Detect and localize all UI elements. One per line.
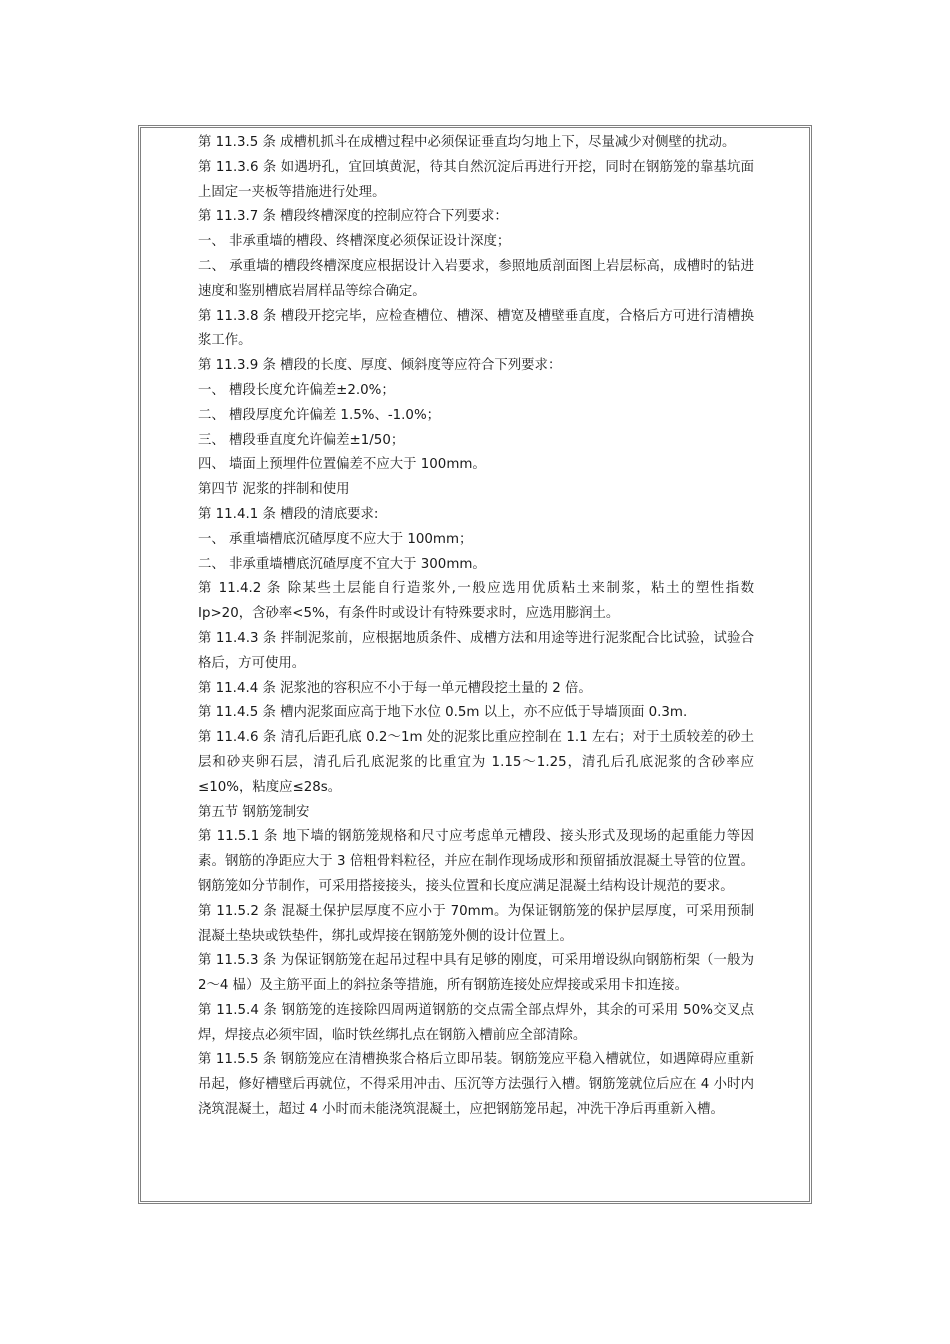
clause-11-3-9: 第 11.3.9 条 槽段的长度、厚度、倾斜度等应符合下列要求：	[198, 358, 562, 374]
clause-11-3-7: 第 11.3.7 条 槽段终槽深度的控制应符合下列要求：	[198, 209, 508, 225]
list-item: 一、 槽段长度允许偏差±2.0%；	[198, 382, 395, 398]
list-item: 二、 非承重墙槽底沉碴厚度不宜大于 300mm。	[198, 556, 486, 572]
clause-11-4-1: 第 11.4.1 条 槽段的清底要求:	[198, 506, 379, 522]
section-heading-5: 第五节 钢筋笼制安	[198, 804, 310, 820]
clause-11-5-4: 第 11.5.4 条 钢筋笼的连接除四周两道钢筋的交点需全部点焊外，其余的可采用 50%交叉点焊，焊接点必须牢固，临时铁丝绑扎点在钢筋入槽前应全部清除。	[198, 1002, 754, 1043]
list-item: 二、 槽段厚度允许偏差 1.5%、-1.0%；	[198, 407, 441, 423]
clause-11-5-2: 第 11.5.2 条 混凝土保护层厚度不应小于 70mm。为保证钢筋笼的保护层厚度，可采用预制混凝土垫块或铁垫件，绑扎或焊接在钢筋笼外侧的设计位置上。	[198, 903, 754, 944]
clause-11-4-6: 第 11.4.6 条 清孔后距孔底 0.2～1m 处的泥浆比重应控制在 1.1 左右；对于土质较差的砂土层和砂夹卵石层，清孔后孔底泥浆的比重宜为 1.15～1.25，清孔后孔底泥浆的含砂率应≤10%，粘度应≤28s。	[198, 730, 754, 795]
list-item: 一、 承重墙槽底沉碴厚度不应大于 100mm；	[198, 531, 473, 547]
clause-11-4-4: 第 11.4.4 条 泥浆池的容积应不小于每一单元槽段挖土量的 2 倍。	[198, 680, 592, 696]
clause-11-5-5: 第 11.5.5 条 钢筋笼应在清槽换浆合格后立即吊装。钢筋笼应平稳入槽就位，如遇障碍应重新吊起，修好槽壁后再就位，不得采用冲击、压沉等方法强行入槽。钢筋笼就位后应在 4 小时内浇筑混凝土，超过 4 小时而未能浇筑混凝土，应把钢筋笼吊起，冲洗干净后再重新入槽。	[198, 1052, 754, 1118]
clause-11-4-5: 第 11.4.5 条 槽内泥浆面应高于地下水位 0.5m 以上，亦不应低于导墙顶面 0.3m.	[198, 705, 688, 721]
clause-11-4-2: 第 11.4.2 条 除某些土层能自行造浆外,一般应选用优质粘土来制浆，粘土的塑性指数 Ip>20，含砂率<5%，有条件时或设计有特殊要求时，应选用膨润土。	[198, 581, 754, 622]
document-body	[198, 131, 754, 1123]
section-heading-4: 第四节 泥浆的拌制和使用	[198, 482, 350, 498]
clause-11-5-1: 第 11.5.1 条 地下墙的钢筋笼规格和尺寸应考虑单元槽段、接头形式及现场的起重能力等因素。钢筋的净距应大于 3 倍粗骨料粒径，并应在制作现场成形和预留插放混凝土导管的位置。钢筋笼如分节制作，可采用搭接接头，接头位置和长度应满足混凝土结构设计规范的要求。	[198, 829, 754, 894]
list-item: 三、 槽段垂直度允许偏差±1/50；	[198, 432, 405, 448]
list-item: 一、 非承重墙的槽段、终槽深度必须保证设计深度；	[198, 234, 511, 250]
clause-11-4-3: 第 11.4.3 条 拌制泥浆前，应根据地质条件、成槽方法和用途等进行泥浆配合比试验，试验合格后，方可使用。	[198, 630, 754, 671]
clause-11-5-3: 第 11.5.3 条 为保证钢筋笼在起吊过程中具有足够的刚度，可采用增设纵向钢筋桁架（一般为 2～4 榀）及主筋平面上的斜拉条等措施，所有钢筋连接处应焊接或采用卡扣连接。	[198, 953, 754, 994]
clause-11-3-8: 第 11.3.8 条 槽段开挖完毕，应检查槽位、槽深、槽宽及槽壁垂直度，合格后方可进行清槽换浆工作。	[198, 308, 754, 349]
clause-11-3-5: 第 11.3.5 条 成槽机抓斗在成槽过程中必须保证垂直均匀地上下，尽量减少对侧壁的扰动。	[198, 135, 736, 150]
list-item: 四、 墙面上预埋件位置偏差不应大于 100mm。	[198, 457, 486, 473]
list-item: 二、 承重墙的槽段终槽深度应根据设计入岩要求，参照地质剖面图上岩层标高，成槽时的钻进速度和鉴别槽底岩屑样品等综合确定。	[198, 258, 754, 299]
clause-11-3-6: 第 11.3.6 条 如遇坍孔，宜回填黄泥，待其自然沉淀后再进行开挖，同时在钢筋笼的靠基坑面上固定一夹板等措施进行处理。	[198, 159, 754, 200]
